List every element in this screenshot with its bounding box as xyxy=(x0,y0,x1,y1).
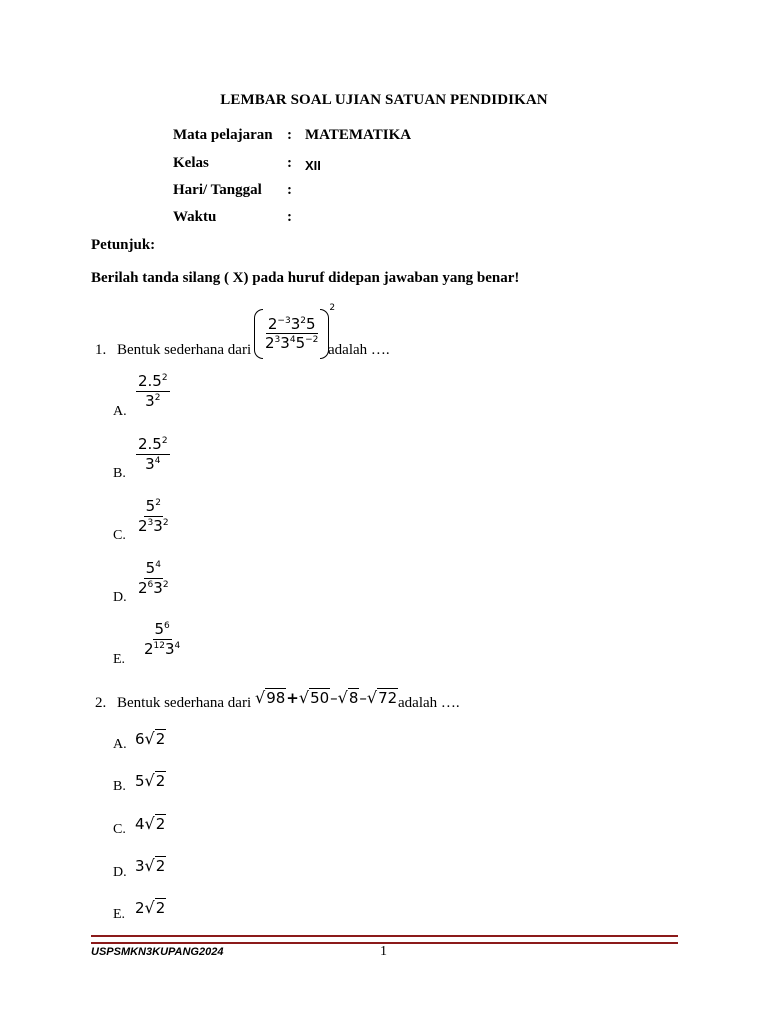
q1-option-d-letter[interactable]: D. xyxy=(113,590,127,605)
info-colon-subject: : xyxy=(287,127,292,143)
petunjuk-heading: Petunjuk: xyxy=(91,237,156,253)
q1-option-c-math: $\frac{5^2}{2^33^2}$ xyxy=(138,497,169,535)
q1-option-a-letter[interactable]: A. xyxy=(113,404,127,419)
question-1-denominator: $2^33^45^{-2}$ xyxy=(265,334,319,353)
question-2-number: 2. xyxy=(95,695,107,711)
info-colon-date: : xyxy=(287,182,292,198)
question-1-fraction xyxy=(263,314,320,353)
question-2-tail: adalah …. xyxy=(398,695,460,711)
question-1-text: Bentuk sederhana dari xyxy=(117,342,252,358)
info-value-class: XII xyxy=(305,158,321,173)
info-label-subject: Mata pelajaran xyxy=(173,127,273,143)
question-2-expression: √98+√50–√8–√72 xyxy=(255,688,398,707)
info-colon-class: : xyxy=(287,155,292,171)
question-1-number: 1. xyxy=(95,342,107,358)
q2-option-b-letter[interactable]: B. xyxy=(113,779,126,794)
q2-option-d-letter[interactable]: D. xyxy=(113,865,127,880)
info-colon-time: : xyxy=(287,209,292,225)
q1-option-a-math: $\frac{2.5^2}{3^2}$ xyxy=(138,372,168,410)
info-label-date: Hari/ Tanggal xyxy=(173,182,262,198)
q1-option-c-letter[interactable]: C. xyxy=(113,528,126,543)
q2-option-e-math: 2√2 xyxy=(135,898,166,917)
q1-option-b-math: $\frac{2.5^2}{3^4}$ xyxy=(138,435,168,473)
q1-option-d-math: $\frac{5^4}{2^63^2}$ xyxy=(138,559,169,597)
question-1-expression xyxy=(254,302,335,359)
question-2-text: Bentuk sederhana dari xyxy=(117,695,252,711)
q2-option-c-letter[interactable]: C. xyxy=(113,822,126,837)
question-1-power: 2 xyxy=(329,303,336,313)
footer-rule xyxy=(91,935,678,944)
question-1-tail: adalah …. xyxy=(328,342,390,358)
instruction-text: Berilah tanda silang ( X) pada huruf didepan jawaban yang benar! xyxy=(91,270,520,286)
q2-option-b-math: 5√2 xyxy=(135,771,166,790)
q2-option-e-letter[interactable]: E. xyxy=(113,907,126,922)
info-label-class: Kelas xyxy=(173,155,209,171)
q1-option-e-letter[interactable]: E. xyxy=(113,652,126,667)
page-number: 1 xyxy=(380,944,387,959)
footer-code: USPSMKN3KUPANG2024 xyxy=(91,946,224,958)
q2-option-c-math: 4√2 xyxy=(135,814,166,833)
page-title: LEMBAR SOAL UJIAN SATUAN PENDIDIKAN xyxy=(220,92,548,108)
info-label-time: Waktu xyxy=(173,209,217,225)
left-paren xyxy=(254,309,263,359)
q2-option-a-letter[interactable]: A. xyxy=(113,737,127,752)
info-value-subject: MATEMATIKA xyxy=(305,127,412,143)
question-1-numerator: $2^{-3}3^25$ xyxy=(267,314,316,333)
q2-option-d-math: 3√2 xyxy=(135,856,166,875)
q1-option-b-letter[interactable]: B. xyxy=(113,466,126,481)
q1-option-e-math: $\frac{5^6}{2^{12}3^4}$ xyxy=(144,620,181,658)
q2-option-a-math: 6√2 xyxy=(135,729,166,748)
